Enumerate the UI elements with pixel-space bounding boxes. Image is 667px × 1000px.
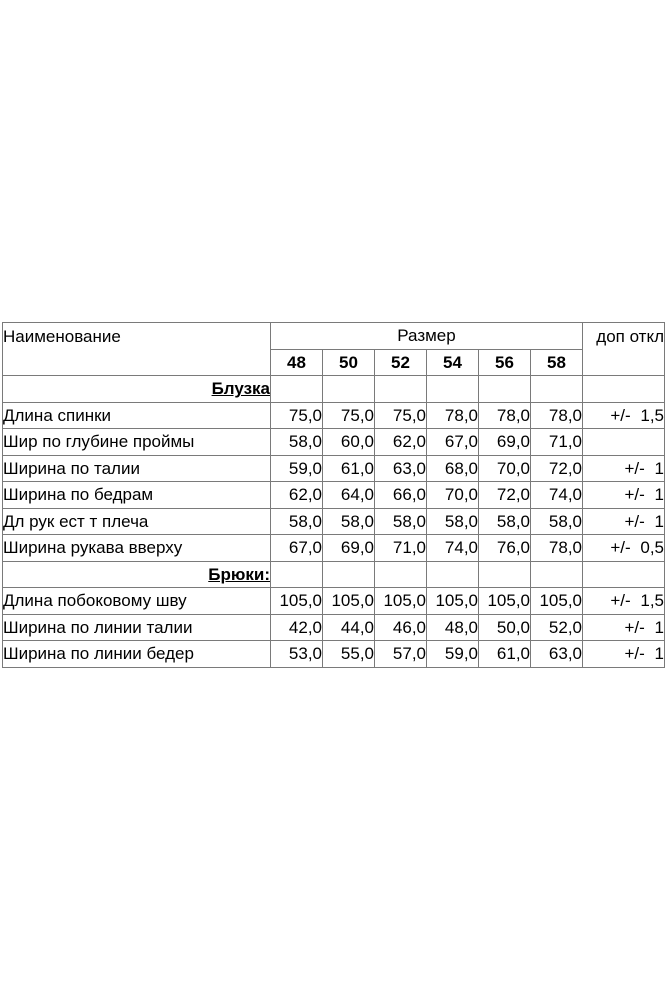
measurement-value: 58,0 [271,508,323,535]
table-row [3,455,665,482]
measurement-value: 62,0 [375,429,427,456]
measurement-value: 61,0 [323,455,375,482]
measurement-name: Длина побоковому шву [3,588,271,615]
section-title: Брюки: [3,561,271,588]
measurement-value: 105,0 [479,588,531,615]
measurement-value: 58,0 [531,508,583,535]
measurement-value: 60,0 [323,429,375,456]
measurement-value: 74,0 [531,482,583,509]
measurement-value: 105,0 [375,588,427,615]
empty-cell [271,376,323,403]
measurement-value: 105,0 [427,588,479,615]
size-column-header: Размер [271,323,583,350]
empty-cell [479,376,531,403]
tolerance-value: +/- 1 [583,614,665,641]
empty-cell [531,561,583,588]
measurement-value: 52,0 [531,614,583,641]
measurement-value: 69,0 [323,535,375,562]
section-row [3,376,665,403]
empty-cell [427,561,479,588]
tolerance-value: +/- 0,5 [583,535,665,562]
size-cell: 58 [531,349,583,376]
size-chart-table [2,322,665,668]
measurement-value: 67,0 [271,535,323,562]
measurement-name: Шир по глубине проймы [3,429,271,456]
measurement-value: 72,0 [531,455,583,482]
measurement-value: 53,0 [271,641,323,668]
measurement-value: 44,0 [323,614,375,641]
section-title: Блузка [3,376,271,403]
measurement-name: Ширина по линии талии [3,614,271,641]
measurement-value: 69,0 [479,429,531,456]
measurement-value: 66,0 [375,482,427,509]
measurement-value: 105,0 [323,588,375,615]
empty-cell [375,376,427,403]
size-cell: 56 [479,349,531,376]
empty-cell [479,561,531,588]
measurement-value: 76,0 [479,535,531,562]
measurement-value: 72,0 [479,482,531,509]
measurement-name: Ширина по линии бедер [3,641,271,668]
measurement-value: 48,0 [427,614,479,641]
header-row [3,323,665,350]
measurement-value: 58,0 [375,508,427,535]
table-row [3,508,665,535]
measurement-value: 61,0 [479,641,531,668]
table-row [3,641,665,668]
measurement-value: 70,0 [479,455,531,482]
section-row [3,561,665,588]
measurement-value: 42,0 [271,614,323,641]
measurement-name: Ширина по бедрам [3,482,271,509]
measurement-value: 63,0 [531,641,583,668]
measurement-value: 70,0 [427,482,479,509]
measurement-name: Длина спинки [3,402,271,429]
measurement-value: 57,0 [375,641,427,668]
empty-cell [271,561,323,588]
measurement-value: 67,0 [427,429,479,456]
name-column-header: Наименование [3,323,271,376]
empty-cell [323,561,375,588]
empty-cell [583,561,665,588]
empty-cell [531,376,583,403]
table-row [3,535,665,562]
measurement-name: Дл рук ест т плеча [3,508,271,535]
table-row [3,614,665,641]
tolerance-value: +/- 1 [583,455,665,482]
measurement-value: 74,0 [427,535,479,562]
measurement-value: 58,0 [479,508,531,535]
measurement-value: 71,0 [531,429,583,456]
measurement-name: Ширина рукава вверху [3,535,271,562]
table-row [3,482,665,509]
empty-cell [583,376,665,403]
measurement-value: 78,0 [531,402,583,429]
measurement-value: 78,0 [427,402,479,429]
measurement-value: 63,0 [375,455,427,482]
tolerance-value: +/- 1 [583,508,665,535]
measurement-value: 75,0 [375,402,427,429]
table-row [3,429,665,456]
tolerance-value: +/- 1,5 [583,402,665,429]
size-cell: 54 [427,349,479,376]
measurement-value: 59,0 [271,455,323,482]
measurement-value: 75,0 [323,402,375,429]
measurement-value: 58,0 [271,429,323,456]
empty-cell [375,561,427,588]
measurement-value: 62,0 [271,482,323,509]
measurement-value: 71,0 [375,535,427,562]
measurement-value: 50,0 [479,614,531,641]
measurement-value: 58,0 [323,508,375,535]
empty-cell [427,376,479,403]
measurement-value: 58,0 [427,508,479,535]
size-cell: 50 [323,349,375,376]
empty-cell [323,376,375,403]
measurement-value: 105,0 [531,588,583,615]
measurement-value: 64,0 [323,482,375,509]
table-row [3,588,665,615]
size-cell: 52 [375,349,427,376]
measurement-value: 105,0 [271,588,323,615]
measurement-value: 78,0 [479,402,531,429]
measurement-name: Ширина по талии [3,455,271,482]
tolerance-value [583,429,665,456]
measurement-value: 75,0 [271,402,323,429]
measurement-value: 59,0 [427,641,479,668]
measurement-value: 68,0 [427,455,479,482]
size-cell: 48 [271,349,323,376]
measurement-value: 46,0 [375,614,427,641]
tolerance-value: +/- 1,5 [583,588,665,615]
tolerance-column-header: доп откл [583,323,665,376]
tolerance-value: +/- 1 [583,482,665,509]
tolerance-value: +/- 1 [583,641,665,668]
measurement-value: 55,0 [323,641,375,668]
table-row [3,402,665,429]
measurement-value: 78,0 [531,535,583,562]
